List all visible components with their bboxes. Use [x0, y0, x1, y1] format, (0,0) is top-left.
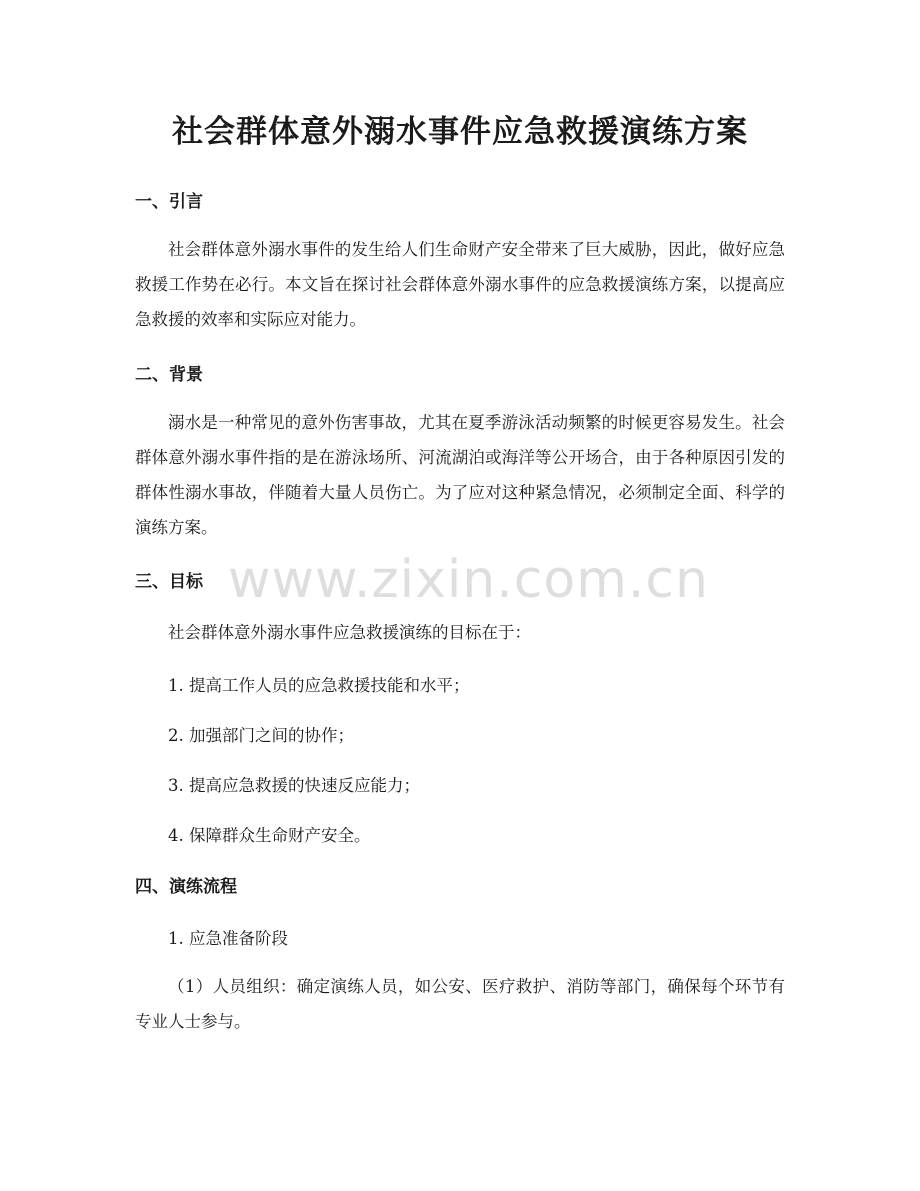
process-stage-1: 1. 应急准备阶段: [168, 929, 288, 948]
goal-item-2: 2. 加强部门之间的协作；: [168, 726, 354, 745]
section-heading-process: 四、演练流程: [135, 877, 237, 897]
section-heading-intro: 一、引言: [135, 192, 203, 212]
goal-item-3: 3. 提高应急救援的快速反应能力；: [168, 776, 420, 795]
section-heading-goals: 三、目标: [135, 572, 203, 592]
goal-item-4: 4. 保障群众生命财产安全。: [168, 826, 371, 845]
section-heading-background: 二、背景: [135, 365, 203, 385]
watermark: www.zixin.com.cn: [228, 550, 709, 610]
intro-paragraph: 社会群体意外溺水事件的发生给人们生命财产安全带来了巨大威胁，因此，做好应急救援工作势在必行。本文旨在探讨社会群体意外溺水事件的应急救援演练方案，以提高应急救援的效率和实际应对能力。: [135, 240, 785, 329]
goal-item-1: 1. 提高工作人员的应急救援技能和水平；: [168, 676, 470, 695]
background-paragraph: 溺水是一种常见的意外伤害事故，尤其在夏季游泳活动频繁的时候更容易发生。社会群体意外溺水事件指的是在游泳场所、河流湖泊或海洋等公开场合，由于各种原因引发的群体性溺水事故，伴随着大量人员伤亡。为了应对这种紧急情况，必须制定全面、科学的演练方案。: [135, 413, 785, 537]
goals-intro: 社会群体意外溺水事件应急救援演练的目标在于：: [168, 623, 531, 642]
process-step-1: （1）人员组织：确定演练人员，如公安、医疗救护、消防等部门，确保每个环节有专业人士参与。: [135, 977, 785, 1031]
document-title: 社会群体意外溺水事件应急救援演练方案: [172, 114, 748, 150]
